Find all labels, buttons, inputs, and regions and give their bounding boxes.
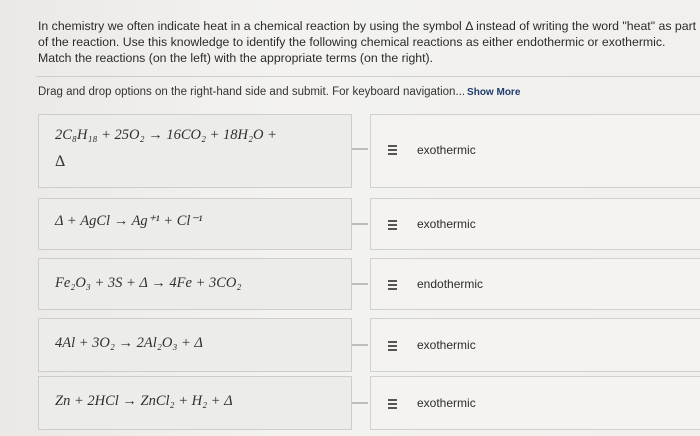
term-drop-3[interactable] xyxy=(370,258,700,310)
term-label-3: endothermic xyxy=(417,277,484,291)
term-label-2: exothermic xyxy=(417,217,476,231)
drag-handle-icon[interactable] xyxy=(388,341,397,353)
term-drop-5[interactable] xyxy=(370,376,700,430)
drag-handle-icon[interactable] xyxy=(388,220,397,232)
drag-handle-icon[interactable] xyxy=(388,399,397,411)
reaction-equation-5: Zn + 2HCl → ZnCl₂ + H₂ + Δ xyxy=(55,393,233,409)
connector-3 xyxy=(352,283,368,285)
drag-handle-icon[interactable] xyxy=(388,145,397,157)
question-text: In chemistry we often indicate heat in a chemical reaction by using the symbol Δ instead of writing the word "heat" as part of the reaction. Use this knowledge to identify the following chemical reactions as either endothermic or exothermic. Match the reactions (on the left) with the appropriate terms (on the right). xyxy=(38,19,697,65)
reaction-box-1 xyxy=(38,114,352,188)
connector-5 xyxy=(352,402,368,404)
reaction-box-4 xyxy=(38,318,352,372)
reaction-box-3 xyxy=(38,258,352,310)
reaction-equation-4: 4Al + 3O₂ → 2Al₂O₃ + Δ xyxy=(55,335,203,351)
connector-1 xyxy=(352,148,368,150)
term-label-5: exothermic xyxy=(417,396,476,410)
connector-2 xyxy=(352,223,368,225)
term-drop-4[interactable] xyxy=(370,318,700,372)
divider xyxy=(36,76,700,77)
term-label-4: exothermic xyxy=(417,338,476,352)
connector-4 xyxy=(352,344,368,346)
reaction-equation-1: 2C₈H₁₈ + 25O₂ → 16CO₂ + 18H₂O + xyxy=(55,127,277,143)
drag-handle-icon[interactable] xyxy=(388,280,397,292)
term-drop-2[interactable] xyxy=(370,198,700,250)
reaction-box-2 xyxy=(38,198,352,250)
reaction-box-5 xyxy=(38,376,352,430)
reaction-equation-2: Δ + AgCl → Ag⁺¹ + Cl⁻¹ xyxy=(55,213,203,229)
instructions xyxy=(38,86,520,98)
reaction-equation-3: Fe₂O₃ + 3S + Δ → 4Fe + 3CO₂ xyxy=(55,275,242,291)
term-drop-1[interactable] xyxy=(370,114,700,188)
term-label-1: exothermic xyxy=(417,143,476,157)
reaction-equation-1-line2: Δ xyxy=(55,153,66,170)
show-more-link[interactable]: Show More xyxy=(467,87,521,98)
instructions-text: Drag and drop options on the right-hand side and submit. For keyboard navigation... xyxy=(38,86,466,98)
